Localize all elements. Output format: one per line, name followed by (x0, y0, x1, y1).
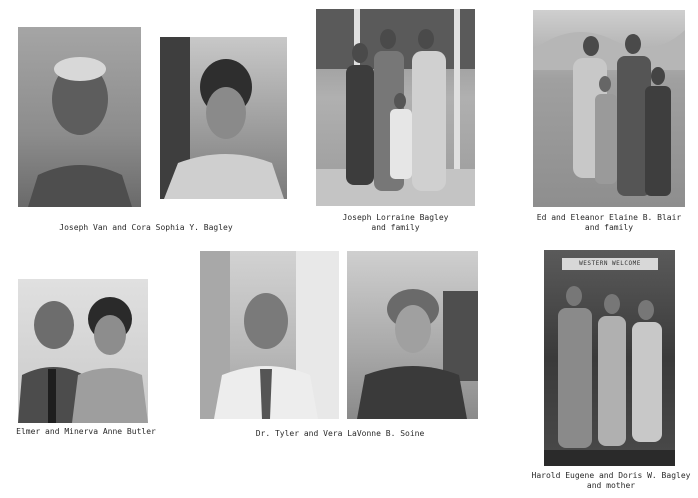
caption-elmer-minerva: Elmer and Minerva Anne Butler (16, 427, 156, 436)
portrait-woman-figure (347, 251, 478, 419)
photo-ed-eleanor-family (533, 10, 685, 207)
portrait-man-figure (18, 27, 141, 207)
caption-harold-doris-line1: Harold Eugene and Doris W. Bagley (531, 471, 691, 480)
caption-tyler-vera: Dr. Tyler and Vera LaVonne B. Soine (255, 429, 425, 438)
photo-elmer-minerva (18, 279, 148, 423)
caption-joseph-cora: Joseph Van and Cora Sophia Y. Bagley (59, 223, 233, 232)
photo-joseph-van (18, 27, 141, 207)
caption-joseph-lorraine-line1: Joseph Lorraine Bagley (342, 213, 449, 222)
caption-joseph-lorraine-line2: and family (371, 223, 420, 232)
photo-harold-doris (544, 250, 675, 466)
photo-joseph-lorraine-family (316, 9, 475, 206)
family-group-figures (316, 9, 475, 206)
photo-sign-text: WESTERN WELCOME (579, 260, 641, 267)
couple-portrait-figures (18, 279, 148, 423)
portrait-woman-figure (160, 37, 287, 199)
photo-cora-sophia (160, 37, 287, 199)
photo-dr-tyler (200, 251, 339, 419)
caption-harold-doris-line2: and mother (586, 481, 636, 490)
photo-vera-lavonne (347, 251, 478, 419)
caption-ed-eleanor-line2: and family (584, 223, 634, 232)
portrait-man-figure (200, 251, 339, 419)
caption-ed-eleanor-line1: Ed and Eleanor Elaine B. Blair (536, 213, 682, 222)
family-group-figures (544, 250, 675, 466)
family-group-figures (533, 10, 685, 207)
